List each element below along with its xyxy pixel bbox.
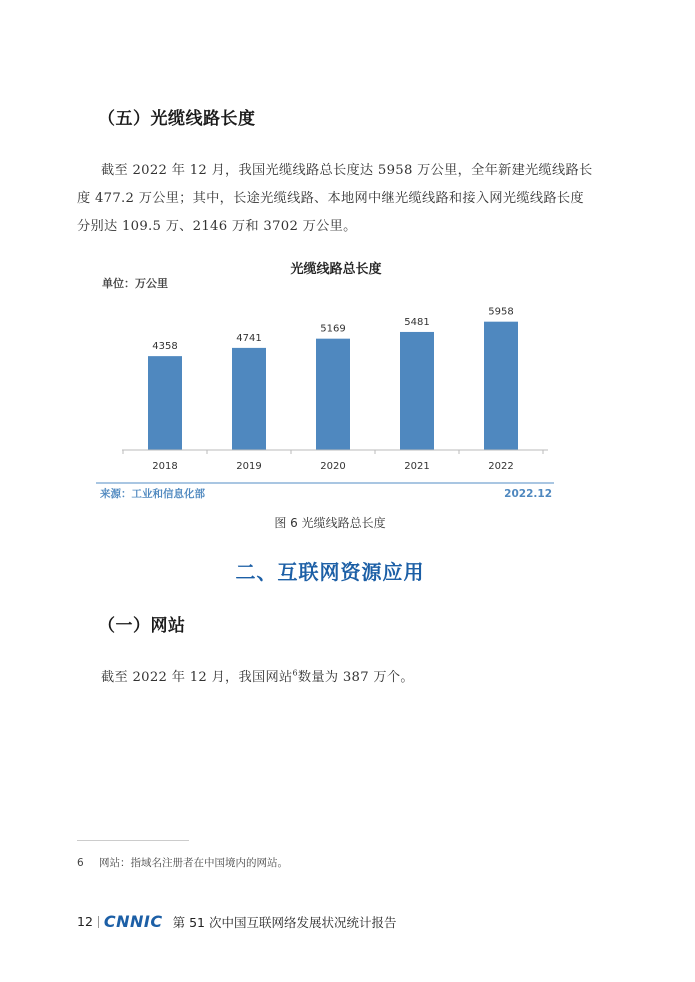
footnote-divider: [77, 840, 189, 841]
fiber-paragraph: [77, 157, 597, 241]
bar-2018: [148, 356, 182, 450]
x-tick-2020: 2020: [320, 461, 346, 472]
bar-2019: [232, 348, 266, 450]
section-heading-internet: 二、互联网资源应用: [235, 560, 425, 584]
footnote-ref[interactable]: 6: [292, 668, 298, 678]
bar-2020: [316, 339, 350, 450]
section-heading-website: （一）网站: [98, 616, 186, 636]
data-label-2021: 5481: [404, 316, 430, 328]
cnnic-logo: CNNIC: [103, 912, 163, 931]
paragraph-line: 度 477.2 万公里；其中，长途光缆线路、本地网中继光缆线路和接入网光缆线路长度: [77, 191, 584, 206]
chart-title: 光缆线路总长度: [290, 262, 382, 277]
data-label-2022: 5958: [488, 306, 514, 318]
x-tick-group: [123, 450, 543, 472]
footnote: [77, 855, 288, 870]
chart-date: 2022.12: [504, 488, 552, 500]
x-tick-2019: 2019: [236, 461, 262, 472]
figure-caption: 图 6 光缆线路总长度: [274, 516, 386, 530]
x-tick-2022: 2022: [488, 461, 514, 472]
bar-group: [148, 307, 518, 450]
footnote-text: 网站：指域名注册者在中国境内的网站。: [99, 857, 289, 869]
page-number: 12: [77, 914, 93, 929]
chart-unit-label: 单位：万公里: [102, 277, 168, 290]
data-label-2019: 4741: [236, 332, 262, 344]
x-tick-2018: 2018: [152, 461, 178, 472]
bar-2022: [484, 322, 518, 450]
x-tick-2021: 2021: [404, 461, 430, 472]
paragraph-line: 截至 2022 年 12 月，我国光缆线路总长度达 5958 万公里，全年新建光缆线路长: [101, 163, 593, 178]
paragraph-line: 分别达 109.5 万、2146 万和 3702 万公里。: [77, 219, 357, 234]
website-text-after: 数量为 387 万个。: [297, 670, 414, 685]
chart-svg: [96, 250, 568, 510]
website-paragraph: [101, 664, 601, 692]
report-title: 第 51 次中国互联网络发展状况统计报告: [172, 914, 397, 930]
footnote-number: 6: [77, 857, 84, 869]
website-text-before: 截至 2022 年 12 月，我国网站: [101, 670, 293, 685]
bar-2021: [400, 332, 434, 450]
section-heading-fiber: （五）光缆线路长度: [98, 109, 256, 129]
fiber-length-chart: [96, 250, 568, 510]
data-label-2018: 4358: [152, 341, 178, 353]
chart-source: 来源：工业和信息化部: [100, 488, 205, 500]
data-label-2020: 5169: [320, 323, 346, 335]
page-footer: [77, 912, 396, 931]
footer-separator: [98, 916, 99, 928]
